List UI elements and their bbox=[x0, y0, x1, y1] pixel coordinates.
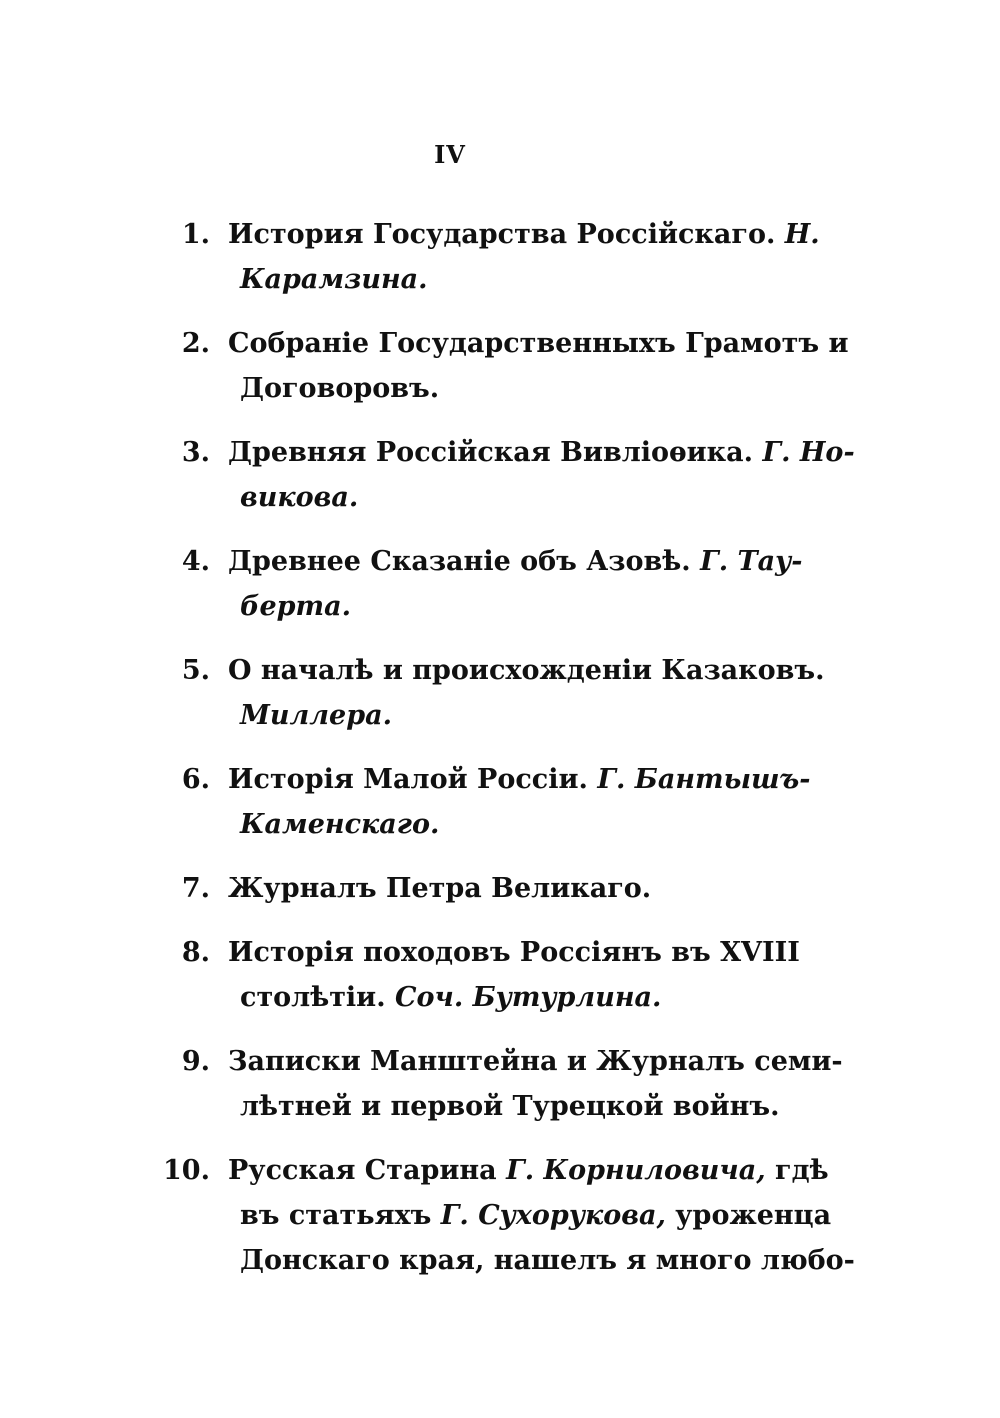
item-number: 2. bbox=[181, 328, 210, 359]
author-text: Карамзина. bbox=[240, 264, 428, 295]
item-number: 9. bbox=[181, 1046, 210, 1077]
author-text: Соч. Бутурлина. bbox=[395, 982, 662, 1013]
item-line bbox=[228, 430, 855, 475]
item-line bbox=[228, 866, 776, 911]
list-item bbox=[0, 930, 1000, 1020]
title-text: О началѣ и происхожденіи Казаковъ. bbox=[228, 655, 825, 686]
item-number: 7. bbox=[181, 873, 210, 904]
item-number: 3. bbox=[181, 437, 210, 468]
item-line bbox=[228, 321, 849, 366]
item-line bbox=[228, 648, 825, 693]
title-text: Договоровъ. bbox=[240, 373, 440, 404]
author-text: Г. Бантышъ- bbox=[597, 764, 811, 795]
title-text: Собраніе Государственныхъ Грамотъ и bbox=[228, 328, 849, 359]
list-item bbox=[0, 1039, 1000, 1129]
list-item bbox=[0, 866, 1000, 911]
item-line bbox=[240, 257, 776, 302]
list-item bbox=[0, 321, 1000, 411]
title-text: Записки Манштейна и Журналъ семи- bbox=[228, 1046, 843, 1077]
item-line bbox=[228, 930, 800, 975]
item-line bbox=[228, 212, 820, 257]
item-line bbox=[240, 693, 776, 738]
item-line bbox=[240, 1238, 855, 1283]
bibliography-list bbox=[0, 212, 1000, 1302]
list-item bbox=[0, 1148, 1000, 1283]
item-line bbox=[240, 1193, 832, 1238]
author-text: Миллера. bbox=[240, 700, 392, 731]
author-text: Г. Сухорукова, bbox=[440, 1200, 666, 1231]
author-text: берта. bbox=[240, 591, 352, 622]
item-number: 10. bbox=[163, 1155, 210, 1186]
title-text: лѣтней и первой Турецкой войнъ. bbox=[240, 1091, 780, 1122]
list-item bbox=[0, 648, 1000, 738]
title-text: въ статьяхъ bbox=[240, 1200, 441, 1231]
list-item bbox=[0, 539, 1000, 629]
item-number: 6. bbox=[181, 764, 210, 795]
list-item bbox=[0, 757, 1000, 847]
item-line bbox=[240, 975, 776, 1020]
page-number: IV bbox=[434, 140, 466, 169]
title-text: Донскаго края, нашелъ я много любо- bbox=[240, 1245, 855, 1276]
title-text: Древнее Сказаніе объ Азовѣ. bbox=[228, 546, 701, 577]
author-text: Г. Корниловича, bbox=[506, 1155, 766, 1186]
author-text: Г. Тау- bbox=[700, 546, 803, 577]
title-text: Русская Старина bbox=[228, 1155, 507, 1186]
item-number: 5. bbox=[181, 655, 210, 686]
item-number: 8. bbox=[181, 937, 210, 968]
list-item bbox=[0, 212, 1000, 302]
author-text: Каменскаго. bbox=[240, 809, 440, 840]
item-line bbox=[228, 1039, 843, 1084]
list-item bbox=[0, 430, 1000, 520]
item-number: 4. bbox=[181, 546, 210, 577]
title-text: История Государства Россійскаго. bbox=[228, 219, 785, 250]
item-line bbox=[228, 1148, 829, 1193]
item-line bbox=[240, 584, 776, 629]
title-text: Журналъ Петра Великаго. bbox=[228, 873, 652, 904]
title-text: уроженца bbox=[665, 1200, 832, 1231]
item-line bbox=[240, 475, 776, 520]
title-text: столѣтіи. bbox=[240, 982, 396, 1013]
title-text: Исторія походовъ Россіянъ въ XVIII bbox=[228, 937, 800, 968]
author-text: Г. Но- bbox=[762, 437, 855, 468]
item-line bbox=[240, 1084, 780, 1129]
item-line bbox=[240, 366, 776, 411]
author-text: Н. bbox=[784, 219, 820, 250]
item-line bbox=[228, 757, 811, 802]
title-text: Древняя Россійская Вивліоѳика. bbox=[228, 437, 763, 468]
item-line bbox=[228, 539, 803, 584]
item-number: 1. bbox=[181, 219, 210, 250]
title-text: Исторія Малой Россіи. bbox=[228, 764, 598, 795]
author-text: викова. bbox=[240, 482, 359, 513]
item-line bbox=[240, 802, 776, 847]
title-text: гдѣ bbox=[765, 1155, 829, 1186]
